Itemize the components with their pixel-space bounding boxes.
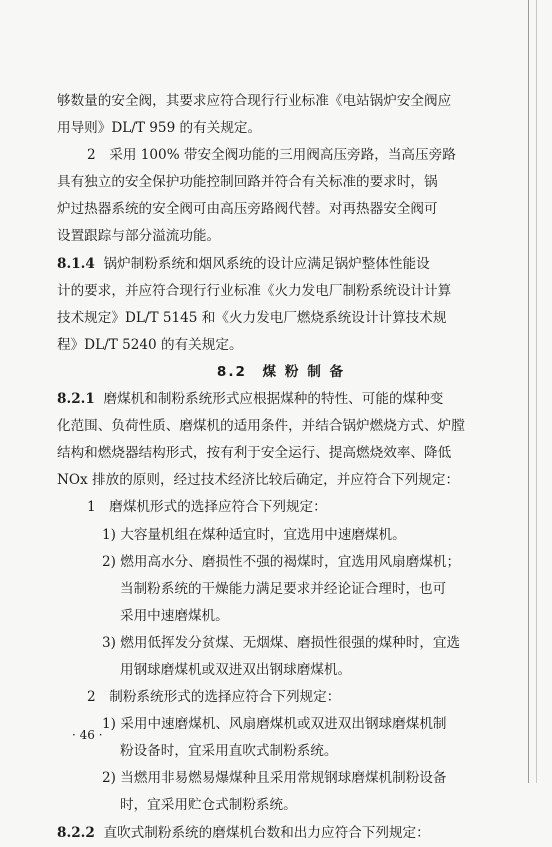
text-line: 2) 燃用高水分、磨损性不强的褐煤时，宜选用风扇磨煤机； bbox=[102, 553, 461, 570]
text-line: 1) 采用中速磨煤机、风扇磨煤机或双进双出钢球磨煤机制 bbox=[102, 716, 447, 733]
text-line: 够数量的安全阀，其要求应符合现行行业标准《电站锅炉安全阀应 bbox=[57, 93, 452, 109]
text-line: NOx 排放的原则，经过技术经济比较后确定，并应符合下列规定： bbox=[57, 472, 460, 489]
text-line: 3) 燃用低挥发分贫煤、无烟煤、磨损性很强的煤种时，宜选 bbox=[102, 634, 461, 651]
text-line: 用导则》DL/T 959 的有关规定。 bbox=[57, 120, 262, 137]
page-number: · 46 · bbox=[72, 728, 103, 742]
section-heading: 8.2 煤 粉 制 备 bbox=[216, 363, 346, 380]
clause-8-2-1 bbox=[57, 386, 505, 413]
text-line: 设置跟踪与部分溢流功能。 bbox=[57, 228, 221, 245]
text-line: 炉过热器系统的安全阀可由高压旁路阀代替。对再热器安全阀可 bbox=[57, 201, 438, 218]
text-line: 磨煤机和制粉系统形式应根据煤种的特性、可能的煤种变 bbox=[103, 391, 444, 408]
clause-number: 8.2.1 bbox=[57, 391, 95, 408]
text-line: 2 制粉系统形式的选择应符合下列规定： bbox=[87, 689, 341, 706]
text-line: 1 磨煤机形式的选择应符合下列规定： bbox=[87, 499, 327, 516]
body-text bbox=[57, 88, 505, 847]
text-line: 2 采用 100% 带安全阀功能的三用阀高压旁路，当高压旁路 bbox=[87, 147, 456, 164]
text-line: 化范围、负荷性质、磨煤机的适用条件，并结合锅炉燃烧方式、炉膛 bbox=[57, 418, 465, 435]
text-line: 粉设备时，宜采用直吹式制粉系统。 bbox=[120, 743, 338, 760]
text-line: 1) 大容量机组在煤种适宜时，宜选用中速磨煤机。 bbox=[102, 526, 406, 543]
text-line: 具有独立的安全保护功能控制回路并符合有关标准的要求时，锅 bbox=[57, 174, 438, 191]
text-line: 当制粉系统的干燥能力满足要求并经论证合理时，也可 bbox=[120, 580, 447, 597]
text-line: 采用中速磨煤机。 bbox=[120, 607, 229, 624]
text-line: 2) 当燃用非易燃易爆煤种且采用常规钢球磨煤机制粉设备 bbox=[102, 770, 447, 787]
clause-number: 8.2.2 bbox=[57, 824, 95, 841]
text-line: 技术规定》DL/T 5145 和《火力发电厂燃烧系统设计计算技术规 bbox=[57, 309, 447, 326]
text-line: 锅炉制粉系统和烟风系统的设计应满足锅炉整体性能设 bbox=[103, 255, 430, 272]
text-line: 计的要求，并应符合现行行业标准《火力发电厂制粉系统设计计算 bbox=[57, 282, 452, 299]
text-line: 时，宜采用贮仓式制粉系统。 bbox=[120, 797, 297, 814]
clause-8-2-2 bbox=[57, 820, 505, 847]
text-line: 程》DL/T 5240 的有关规定。 bbox=[57, 336, 243, 353]
text-line: 直吹式制粉系统的磨煤机台数和出力应符合下列规定： bbox=[103, 824, 430, 841]
clause-8-1-4 bbox=[57, 251, 505, 278]
text-line: 结构和燃烧器结构形式，按有利于安全运行、提高燃烧效率、降低 bbox=[57, 445, 452, 462]
clause-number: 8.1.4 bbox=[57, 255, 95, 272]
text-line: 用钢球磨煤机或双进双出钢球磨煤机。 bbox=[120, 661, 352, 678]
page-edge-line-secondary bbox=[536, 0, 537, 783]
page-edge-line bbox=[528, 0, 529, 783]
